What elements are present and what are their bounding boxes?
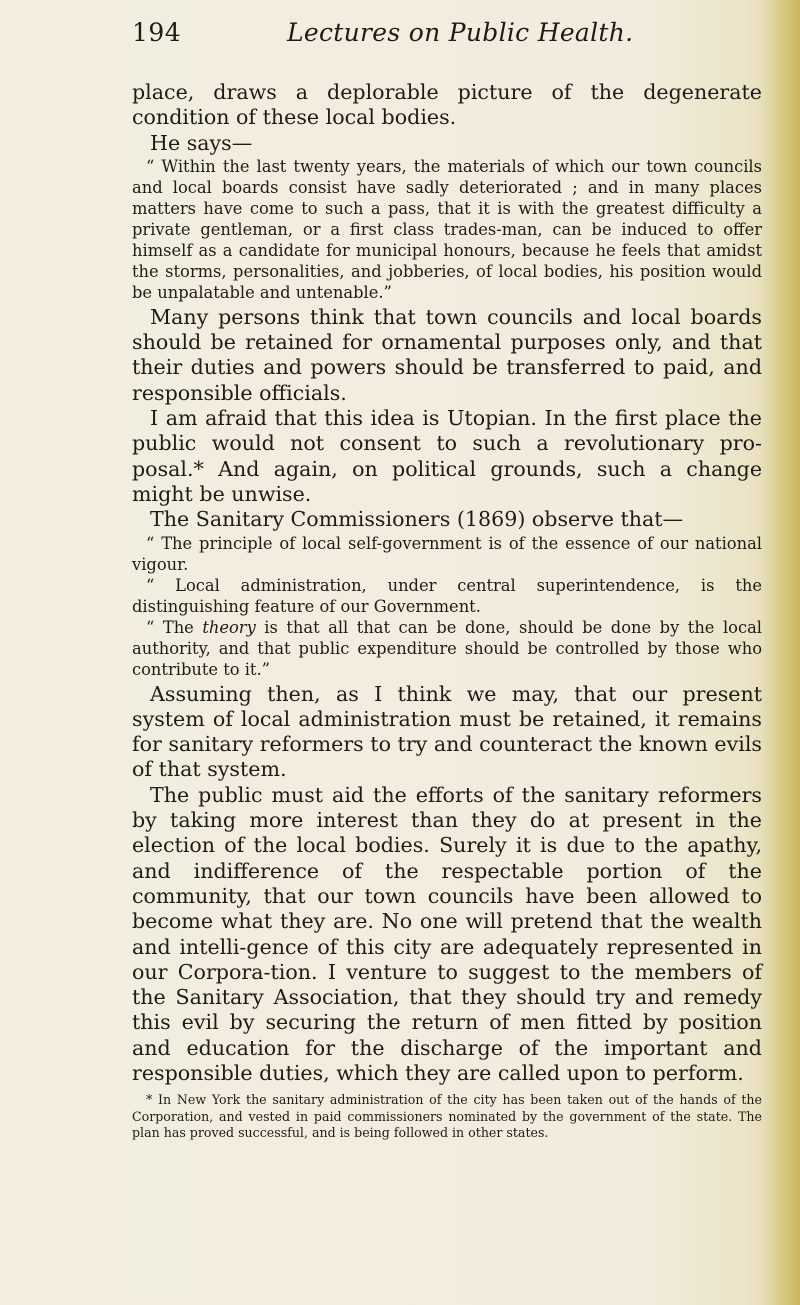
emphasis: theory bbox=[202, 617, 256, 637]
block-quote bbox=[132, 617, 762, 680]
paragraph: Many persons think that town councils and local boards should be retained for ornamental purposes only, and that their duties and powers should be transferred to paid, and responsible officials. bbox=[132, 304, 762, 405]
paragraph: I am afraid that this idea is Utopian. In the first place the public would not consent to such a revolutionary pro-posal.* And again, on political grounds, such a change might be unwise. bbox=[132, 406, 762, 506]
block-quote: “ The principle of local self-government is of the essence of our national vigour. bbox=[132, 533, 762, 574]
page-body bbox=[132, 80, 762, 1142]
paragraph: The public must aid the efforts of the sanitary reformers by taking more interest than they do at present in the election of the local bodies. Surely it is due to the apathy, and indifference of the respectable portion of the community, that our town councils have been allowed to become what they are. No one will pretend that the wealth and intelli-gence of this city are adequately represented in our Corpora-tion. I venture to suggest to the members of the Sanitary Association, that they should try and remedy this evil by securing the return of men fitted by position and education for the discharge of the important and responsible duties, which they are called upon to perform. bbox=[132, 782, 762, 1086]
page-edge-shading bbox=[762, 0, 800, 1305]
paragraph: Assuming then, as I think we may, that our present system of local administration must be retained, it remains for sanitary reformers to try and counteract the known evils of that system. bbox=[132, 681, 762, 782]
quote-text: is that all that can be done, should be done by the local authority, and that public expenditure should be controlled by those who contribute to it.” bbox=[132, 617, 762, 679]
page-header bbox=[132, 14, 752, 54]
block-quote: “ Local administration, under central superintendence, is the distinguishing feature of our Government. bbox=[132, 575, 762, 616]
footnote: * In New York the sanitary administration of the city has been taken out of the hands of the Corporation, and vested in paid commissioners nominated by the government of the state. The plan has proved successful, and is being followed in other states. bbox=[132, 1092, 762, 1141]
page-number: 194 bbox=[132, 18, 182, 47]
paragraph: He says— bbox=[150, 130, 253, 155]
block-quote: “ Within the last twenty years, the materials of which our town councils and local boards consist have sadly deteriorated ; and in many places matters have come to such a pass, that it is with the greatest difficulty a private gentleman, or a first class trades-man, can be induced to offer himself as a candidate for municipal honours, because he feels that amidst the storms, personalities, and jobberies, of local bodies, his position would be unpalatable and untenable.” bbox=[132, 156, 762, 302]
paragraph: place, draws a deplorable picture of the degenerate condition of these local bodies. bbox=[132, 80, 762, 130]
running-title: Lectures on Public Health. bbox=[287, 18, 634, 47]
paragraph: The Sanitary Commissioners (1869) observe that— bbox=[150, 507, 684, 532]
quote-text: “ The bbox=[146, 617, 203, 637]
